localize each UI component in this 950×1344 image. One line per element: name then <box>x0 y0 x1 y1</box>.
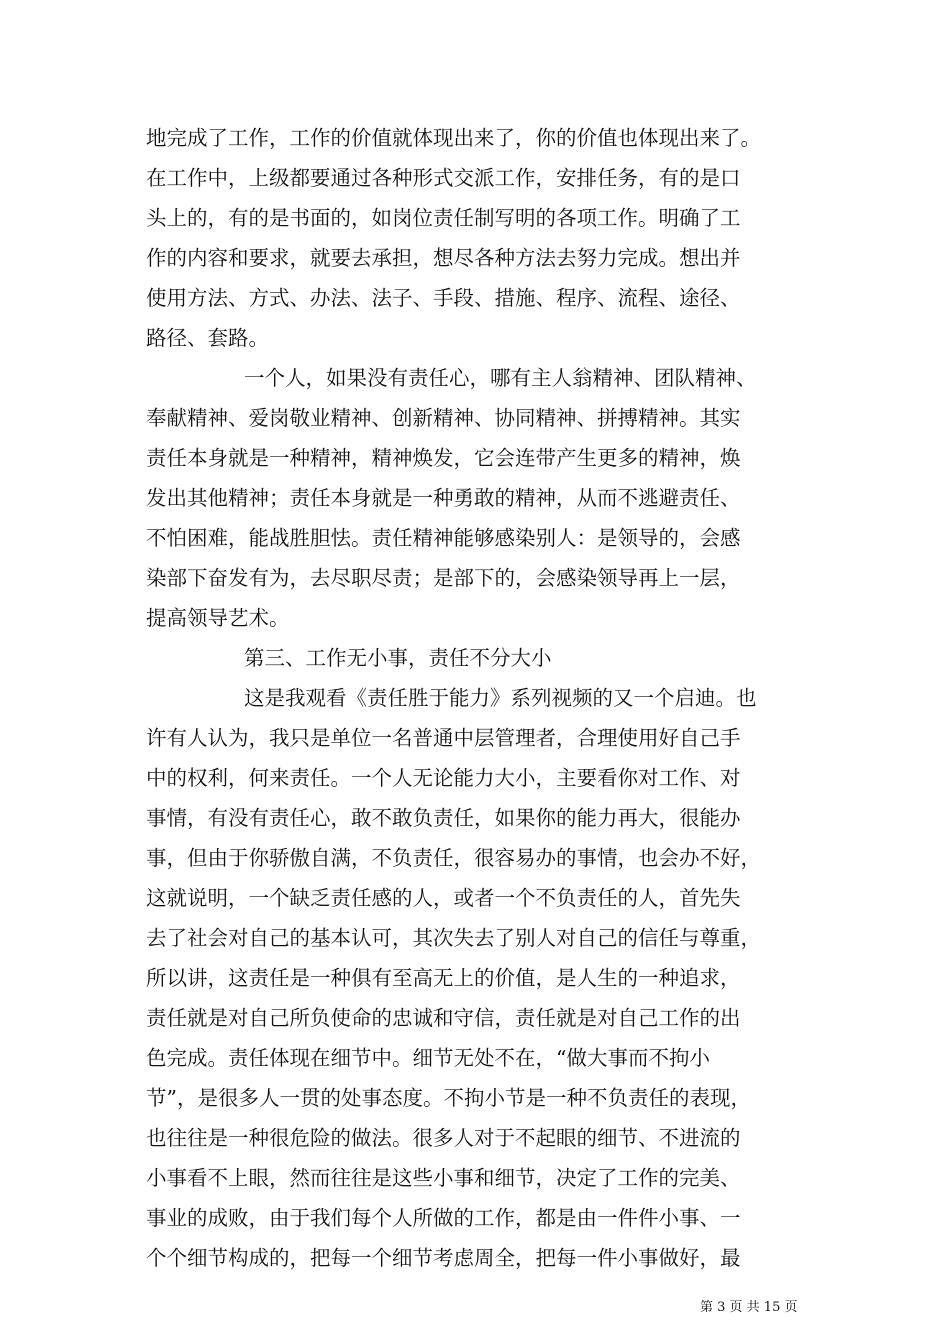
text-line: 奉献精神、爱岗敬业精神、创新精神、协同精神、拼搏精神。其实 <box>146 406 741 430</box>
text-line: 也往往是一种很危险的做法。很多人对于不起眼的细节、不进流的 <box>146 1126 741 1150</box>
section-heading: 第三、工作无小事，责任不分大小 <box>244 646 552 670</box>
text-line: 责任本身就是一种精神，精神焕发，它会连带产生更多的精神，焕 <box>146 446 741 470</box>
text-line: 去了社会对自己的基本认可，其次失去了别人对自己的信任与尊重， <box>146 926 761 950</box>
text-line: 中的权利，何来责任。一个人无论能力大小，主要看你对工作、对 <box>146 766 741 790</box>
text-line: 事，但由于你骄傲自满，不负责任，很容易办的事情，也会办不好， <box>146 846 761 870</box>
text-line: 路径、套路。 <box>146 326 269 350</box>
text-line: 发出其他精神；责任本身就是一种勇敢的精神，从而不逃避责任、 <box>146 486 741 510</box>
text-line: 染部下奋发有为，去尽职尽责；是部下的，会感染领导再上一层， <box>146 566 741 590</box>
text-line: 不怕困难，能战胜胆怯。责任精神能够感染别人：是领导的，会感 <box>146 526 741 550</box>
text-line: 这就说明，一个缺乏责任感的人，或者一个不负责任的人，首先失 <box>146 886 741 910</box>
text-line: 许有人认为，我只是单位一名普通中层管理者，合理使用好自己手 <box>146 726 741 750</box>
text-line: 个个细节构成的，把每一个细节考虑周全，把每一件小事做好，最 <box>146 1246 741 1270</box>
text-line: 色完成。责任体现在细节中。细节无处不在，“做大事而不拘小 <box>146 1046 710 1070</box>
text-line: 作的内容和要求，就要去承担，想尽各种方法去努力完成。想出并 <box>146 246 741 270</box>
text-line: 使用方法、方式、办法、法子、手段、措施、程序、流程、途径、 <box>146 286 741 310</box>
text-line: 头上的，有的是书面的，如岗位责任制写明的各项工作。明确了工 <box>146 206 741 230</box>
text-line: 在工作中，上级都要通过各种形式交派工作，安排任务，有的是口 <box>146 166 741 190</box>
text-line: 节”，是很多人一贯的处事态度。不拘小节是一种不负责任的表现， <box>146 1086 751 1110</box>
text-line: 事业的成败，由于我们每个人所做的工作，都是由一件件小事、一 <box>146 1206 741 1230</box>
text-line: 责任就是对自己所负使命的忠诚和守信，责任就是对自己工作的出 <box>146 1006 741 1030</box>
text-line: 小事看不上眼，然而往往是这些小事和细节，决定了工作的完美、 <box>146 1166 741 1190</box>
text-line: 提高领导艺术。 <box>146 606 290 630</box>
text-line: 所以讲，这责任是一种俱有至高无上的价值，是人生的一种追求， <box>146 966 741 990</box>
page-number-footer: 第 3 页 共 15 页 <box>700 1300 798 1315</box>
paragraph-start-line: 这是我观看《责任胜于能力》系列视频的又一个启迪。也 <box>244 686 757 710</box>
paragraph-start-line: 一个人，如果没有责任心，哪有主人翁精神、团队精神、 <box>244 366 757 390</box>
text-line: 地完成了工作，工作的价值就体现出来了，你的价值也体现出来了。 <box>146 126 761 150</box>
text-line: 事情，有没有责任心，敢不敢负责任，如果你的能力再大，很能办 <box>146 806 741 830</box>
